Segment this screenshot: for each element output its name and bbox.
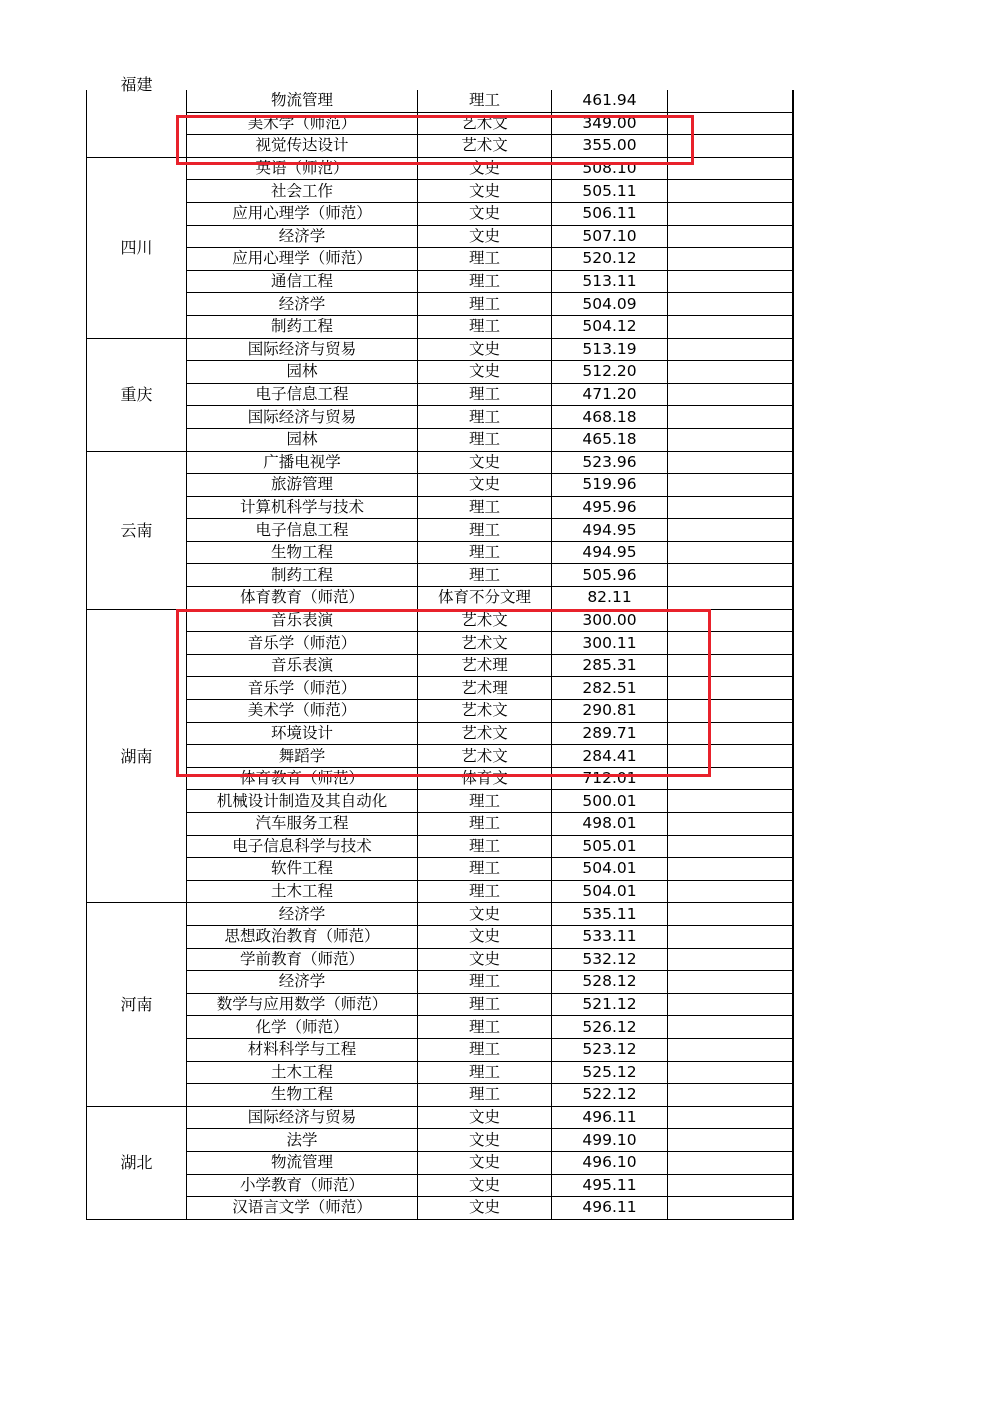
score-cell: 513.11 [552, 270, 668, 293]
major-cell: 电子信息科学与技术 [187, 835, 418, 858]
category-cell: 文史 [418, 202, 552, 225]
empty-cell [668, 1151, 793, 1174]
score-cell: 712.01 [552, 767, 668, 790]
major-cell: 汽车服务工程 [187, 813, 418, 836]
table-row [87, 135, 793, 158]
score-cell: 289.71 [552, 722, 668, 745]
table-row [87, 1038, 793, 1061]
empty-cell [668, 383, 793, 406]
major-cell: 环境设计 [187, 722, 418, 745]
empty-cell [668, 1084, 793, 1107]
category-cell: 理工 [418, 428, 552, 451]
major-cell: 汉语言文学（师范） [187, 1197, 418, 1220]
table-row [87, 609, 793, 632]
category-cell: 理工 [418, 790, 552, 813]
category-cell: 理工 [418, 293, 552, 316]
table-row [87, 948, 793, 971]
category-cell: 体育不分文理 [418, 587, 552, 610]
table-row [87, 745, 793, 768]
category-cell: 文史 [418, 180, 552, 203]
province-name: 重庆 [120, 385, 153, 405]
category-cell: 文史 [418, 903, 552, 926]
score-cell: 494.95 [552, 541, 668, 564]
category-cell: 文史 [418, 157, 552, 180]
empty-cell [668, 790, 793, 813]
empty-cell [668, 722, 793, 745]
score-cell: 500.01 [552, 790, 668, 813]
table-row [87, 1084, 793, 1107]
empty-cell [668, 632, 793, 655]
score-cell: 505.96 [552, 564, 668, 587]
major-cell: 土木工程 [187, 880, 418, 903]
score-cell: 300.11 [552, 632, 668, 655]
major-cell: 视觉传达设计 [187, 135, 418, 158]
category-cell: 文史 [418, 1174, 552, 1197]
major-cell: 物流管理 [187, 1151, 418, 1174]
category-cell: 理工 [418, 564, 552, 587]
score-cell: 533.11 [552, 925, 668, 948]
score-cell: 504.01 [552, 880, 668, 903]
table-row [87, 315, 793, 338]
empty-cell [668, 338, 793, 361]
table-row [87, 202, 793, 225]
table-row [87, 1061, 793, 1084]
score-cell: 494.95 [552, 519, 668, 542]
major-cell: 通信工程 [187, 270, 418, 293]
category-cell: 理工 [418, 541, 552, 564]
category-cell: 文史 [418, 1151, 552, 1174]
table-row [87, 813, 793, 836]
empty-cell [668, 971, 793, 994]
empty-cell [668, 609, 793, 632]
score-table-sheet [86, 75, 792, 1220]
table-row [87, 496, 793, 519]
major-cell: 美术学（师范） [187, 700, 418, 723]
score-cell: 519.96 [552, 474, 668, 497]
empty-cell [668, 474, 793, 497]
category-cell: 文史 [418, 361, 552, 384]
empty-cell [668, 202, 793, 225]
category-cell: 艺术文 [418, 700, 552, 723]
major-cell: 学前教育（师范） [187, 948, 418, 971]
empty-cell [668, 112, 793, 135]
table-row [87, 90, 793, 112]
empty-cell [668, 248, 793, 271]
major-cell: 材料科学与工程 [187, 1038, 418, 1061]
major-cell: 经济学 [187, 971, 418, 994]
major-cell: 园林 [187, 361, 418, 384]
category-cell: 艺术理 [418, 654, 552, 677]
table-row [87, 993, 793, 1016]
empty-cell [668, 135, 793, 158]
empty-cell [668, 1061, 793, 1084]
major-cell: 经济学 [187, 225, 418, 248]
table-row [87, 835, 793, 858]
category-cell: 文史 [418, 1106, 552, 1129]
category-cell: 理工 [418, 519, 552, 542]
table-row [87, 225, 793, 248]
score-cell: 504.01 [552, 858, 668, 881]
major-cell: 化学（师范） [187, 1016, 418, 1039]
province-name: 河南 [120, 995, 153, 1015]
score-cell: 526.12 [552, 1016, 668, 1039]
major-cell: 广播电视学 [187, 451, 418, 474]
empty-cell [668, 858, 793, 881]
table-row [87, 338, 793, 361]
category-cell: 文史 [418, 338, 552, 361]
score-cell: 532.12 [552, 948, 668, 971]
table-row [87, 406, 793, 429]
category-cell: 理工 [418, 315, 552, 338]
category-cell: 文史 [418, 225, 552, 248]
category-cell: 理工 [418, 813, 552, 836]
category-cell: 理工 [418, 248, 552, 271]
empty-cell [668, 541, 793, 564]
category-cell: 理工 [418, 1084, 552, 1107]
category-cell: 理工 [418, 858, 552, 881]
table-row [87, 1197, 793, 1220]
major-cell: 土木工程 [187, 1061, 418, 1084]
category-cell: 理工 [418, 406, 552, 429]
table-row [87, 157, 793, 180]
score-cell: 300.00 [552, 609, 668, 632]
empty-cell [668, 519, 793, 542]
province-cell [87, 451, 187, 609]
province-cell [87, 903, 187, 1106]
major-cell: 舞蹈学 [187, 745, 418, 768]
empty-cell [668, 1129, 793, 1152]
score-cell: 525.12 [552, 1061, 668, 1084]
score-cell: 496.10 [552, 1151, 668, 1174]
category-cell: 理工 [418, 1038, 552, 1061]
empty-cell [668, 361, 793, 384]
score-cell: 349.00 [552, 112, 668, 135]
table-row [87, 767, 793, 790]
province-cell [87, 1106, 187, 1219]
table-row [87, 858, 793, 881]
table-row [87, 925, 793, 948]
major-cell: 法学 [187, 1129, 418, 1152]
table-row [87, 112, 793, 135]
table-row [87, 474, 793, 497]
empty-cell [668, 293, 793, 316]
category-cell: 艺术文 [418, 112, 552, 135]
score-cell: 505.01 [552, 835, 668, 858]
category-cell: 理工 [418, 496, 552, 519]
score-cell: 290.81 [552, 700, 668, 723]
empty-cell [668, 587, 793, 610]
table-row [87, 361, 793, 384]
score-cell: 504.09 [552, 293, 668, 316]
province-cell [87, 157, 187, 338]
score-cell: 523.12 [552, 1038, 668, 1061]
empty-cell [668, 270, 793, 293]
score-cell: 496.11 [552, 1106, 668, 1129]
category-cell: 理工 [418, 971, 552, 994]
admission-score-table [86, 75, 794, 1220]
major-cell: 园林 [187, 428, 418, 451]
province-name: 福建 [120, 75, 153, 94]
major-cell: 电子信息工程 [187, 383, 418, 406]
province-name: 湖北 [120, 1153, 153, 1173]
category-cell: 文史 [418, 1129, 552, 1152]
score-cell: 495.11 [552, 1174, 668, 1197]
score-cell: 520.12 [552, 248, 668, 271]
major-cell: 英语（师范） [187, 157, 418, 180]
empty-cell [668, 90, 793, 112]
empty-cell [668, 1016, 793, 1039]
major-cell: 物流管理 [187, 90, 418, 112]
empty-cell [668, 993, 793, 1016]
score-cell: 523.96 [552, 451, 668, 474]
table-row [87, 700, 793, 723]
score-cell: 284.41 [552, 745, 668, 768]
category-cell: 理工 [418, 90, 552, 112]
category-cell: 艺术理 [418, 677, 552, 700]
major-cell: 制药工程 [187, 564, 418, 587]
table-row [87, 632, 793, 655]
category-cell: 文史 [418, 925, 552, 948]
category-cell: 艺术文 [418, 135, 552, 158]
major-cell: 体育教育（师范） [187, 587, 418, 610]
major-cell: 音乐学（师范） [187, 632, 418, 655]
category-cell: 文史 [418, 948, 552, 971]
major-cell: 应用心理学（师范） [187, 248, 418, 271]
score-cell: 495.96 [552, 496, 668, 519]
empty-cell [668, 496, 793, 519]
empty-cell [668, 1197, 793, 1220]
table-row [87, 1151, 793, 1174]
province-cell [87, 75, 187, 157]
category-cell: 理工 [418, 270, 552, 293]
major-cell: 数学与应用数学（师范） [187, 993, 418, 1016]
empty-cell [668, 925, 793, 948]
major-cell: 音乐表演 [187, 609, 418, 632]
major-cell: 软件工程 [187, 858, 418, 881]
major-cell: 社会工作 [187, 180, 418, 203]
major-cell: 经济学 [187, 293, 418, 316]
score-cell: 468.18 [552, 406, 668, 429]
major-cell: 国际经济与贸易 [187, 338, 418, 361]
category-cell: 文史 [418, 451, 552, 474]
major-cell: 国际经济与贸易 [187, 1106, 418, 1129]
table-row [87, 1129, 793, 1152]
major-cell: 计算机科学与技术 [187, 496, 418, 519]
province-name: 湖南 [120, 746, 153, 766]
category-cell: 理工 [418, 1061, 552, 1084]
score-cell: 512.20 [552, 361, 668, 384]
major-cell: 机械设计制造及其自动化 [187, 790, 418, 813]
score-cell: 461.94 [552, 90, 668, 112]
score-cell: 82.11 [552, 587, 668, 610]
table-row [87, 790, 793, 813]
table-row [87, 880, 793, 903]
category-cell: 理工 [418, 880, 552, 903]
table-row [87, 722, 793, 745]
score-cell: 506.11 [552, 202, 668, 225]
empty-cell [668, 880, 793, 903]
major-cell: 制药工程 [187, 315, 418, 338]
major-cell: 音乐表演 [187, 654, 418, 677]
table-row [87, 451, 793, 474]
major-cell: 生物工程 [187, 541, 418, 564]
empty-cell [668, 835, 793, 858]
table-row [87, 654, 793, 677]
category-cell: 艺术文 [418, 745, 552, 768]
table-row [87, 903, 793, 926]
category-cell: 文史 [418, 1197, 552, 1220]
empty-cell [668, 903, 793, 926]
major-cell: 电子信息工程 [187, 519, 418, 542]
score-cell: 522.12 [552, 1084, 668, 1107]
major-cell: 应用心理学（师范） [187, 202, 418, 225]
empty-cell [668, 315, 793, 338]
major-cell: 思想政治教育（师范） [187, 925, 418, 948]
empty-cell [668, 813, 793, 836]
empty-cell [668, 157, 793, 180]
score-cell: 282.51 [552, 677, 668, 700]
score-cell: 498.01 [552, 813, 668, 836]
score-cell: 505.11 [552, 180, 668, 203]
major-cell: 小学教育（师范） [187, 1174, 418, 1197]
empty-cell [668, 180, 793, 203]
empty-cell [668, 745, 793, 768]
empty-cell [668, 451, 793, 474]
score-cell: 499.10 [552, 1129, 668, 1152]
table-row [87, 519, 793, 542]
table-row [87, 1016, 793, 1039]
province-name: 云南 [120, 520, 153, 540]
category-cell: 理工 [418, 1016, 552, 1039]
empty-cell [668, 1038, 793, 1061]
table-row [87, 1106, 793, 1129]
empty-cell [668, 1106, 793, 1129]
empty-cell [668, 948, 793, 971]
score-cell: 465.18 [552, 428, 668, 451]
category-cell: 理工 [418, 383, 552, 406]
table-row [87, 270, 793, 293]
score-cell: 507.10 [552, 225, 668, 248]
table-row [87, 428, 793, 451]
major-cell: 经济学 [187, 903, 418, 926]
score-cell: 513.19 [552, 338, 668, 361]
major-cell: 国际经济与贸易 [187, 406, 418, 429]
table-row [87, 677, 793, 700]
table-row [87, 564, 793, 587]
score-cell: 504.12 [552, 315, 668, 338]
empty-cell [668, 225, 793, 248]
table-body [87, 75, 793, 1219]
province-cell [87, 338, 187, 451]
category-cell: 艺术文 [418, 632, 552, 655]
table-row [87, 248, 793, 271]
empty-cell [668, 564, 793, 587]
score-cell: 355.00 [552, 135, 668, 158]
category-cell: 理工 [418, 835, 552, 858]
score-cell: 535.11 [552, 903, 668, 926]
major-cell: 美术学（师范） [187, 112, 418, 135]
table-row [87, 180, 793, 203]
table-row [87, 293, 793, 316]
table-row [87, 1174, 793, 1197]
empty-cell [668, 700, 793, 723]
score-cell: 521.12 [552, 993, 668, 1016]
category-cell: 体育文 [418, 767, 552, 790]
score-cell: 508.10 [552, 157, 668, 180]
major-cell: 音乐学（师范） [187, 677, 418, 700]
table-row [87, 587, 793, 610]
major-cell: 体育教育（师范） [187, 767, 418, 790]
category-cell: 理工 [418, 993, 552, 1016]
score-cell: 285.31 [552, 654, 668, 677]
table-row [87, 541, 793, 564]
score-cell: 528.12 [552, 971, 668, 994]
score-cell: 471.20 [552, 383, 668, 406]
major-cell: 旅游管理 [187, 474, 418, 497]
empty-cell [668, 654, 793, 677]
empty-cell [668, 677, 793, 700]
empty-cell [668, 1174, 793, 1197]
table-row [87, 383, 793, 406]
empty-cell [668, 406, 793, 429]
category-cell: 艺术文 [418, 609, 552, 632]
empty-cell [668, 767, 793, 790]
table-row [87, 971, 793, 994]
category-cell: 艺术文 [418, 722, 552, 745]
category-cell: 文史 [418, 474, 552, 497]
province-name: 四川 [120, 238, 153, 258]
score-cell: 496.11 [552, 1197, 668, 1220]
major-cell: 生物工程 [187, 1084, 418, 1107]
province-cell [87, 609, 187, 903]
empty-cell [668, 428, 793, 451]
